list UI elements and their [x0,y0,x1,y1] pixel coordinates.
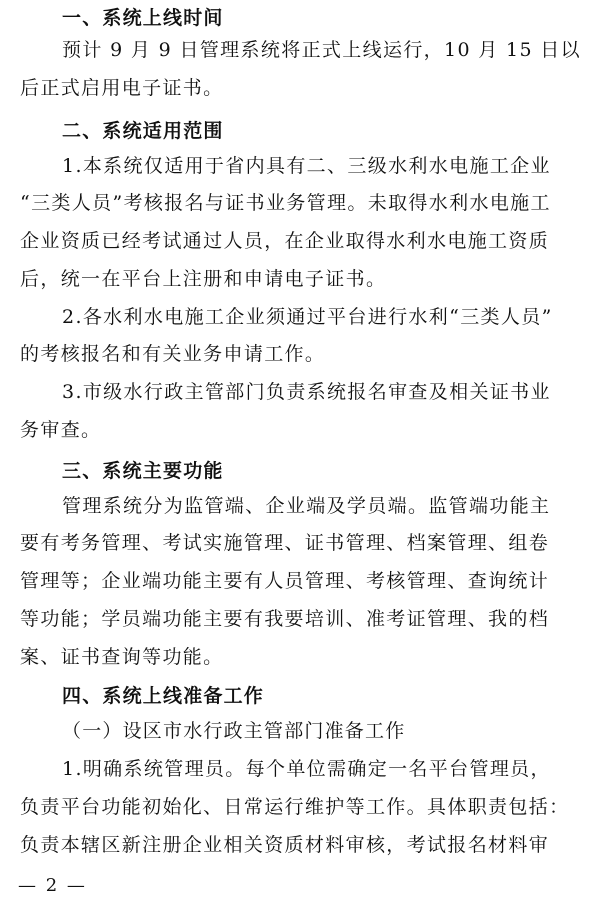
paragraph-line: 管理系统分为监管端、企业端及学员端。监管端功能主 [62,495,551,517]
paragraph-line: 3.市级水行政主管部门负责系统报名审查及相关证书业 [62,381,551,403]
paragraph-line: 务审查。 [20,419,102,441]
paragraph-line: 预计 9 月 9 日管理系统将正式上线运行，10 月 15 日以 [62,39,582,61]
paragraph-line: 等功能；学员端功能主要有我要培训、准考证管理、我的档 [20,608,550,630]
paragraph-line: 管理等；企业端功能主要有人员管理、考核管理、查询统计 [20,570,550,592]
section-heading: 二、系统适用范围 [62,120,224,142]
subsection-heading: （一）设区市水行政主管部门准备工作 [62,720,406,742]
section-heading: 四、系统上线准备工作 [62,685,265,707]
section-heading: 一、系统上线时间 [62,7,224,29]
paragraph-line: 要有考务管理、考试实施管理、证书管理、档案管理、组卷 [20,532,550,554]
paragraph-line: 的考核报名和有关业务申请工作。 [20,343,326,365]
paragraph-line: 后正式启用电子证书。 [20,77,224,99]
paragraph-line: 1.明确系统管理员。每个单位需确定一名平台管理员， [62,758,551,780]
paragraph-line: 负责平台功能初始化、日常运行维护等工作。具体职责包括： [20,796,570,818]
paragraph-line: 后，统一在平台上注册和申请电子证书。 [20,268,387,290]
section-heading: 三、系统主要功能 [62,460,224,482]
paragraph-line: 负责本辖区新注册企业相关资质材料审核，考试报名材料审 [20,834,550,856]
paragraph-line: “三类人员”考核报名与证书业务管理。未取得水利水电施工 [20,192,551,214]
paragraph-line: 企业资质已经考试通过人员，在企业取得水利水电施工资质 [20,230,550,252]
paragraph-line: 案、证书查询等功能。 [20,646,224,668]
page-number: — 2 — [18,875,87,896]
paragraph-line: 1.本系统仅适用于省内具有二、三级水利水电施工企业 [62,155,551,177]
paragraph-line: 2.各水利水电施工企业须通过平台进行水利“三类人员” [62,306,553,328]
